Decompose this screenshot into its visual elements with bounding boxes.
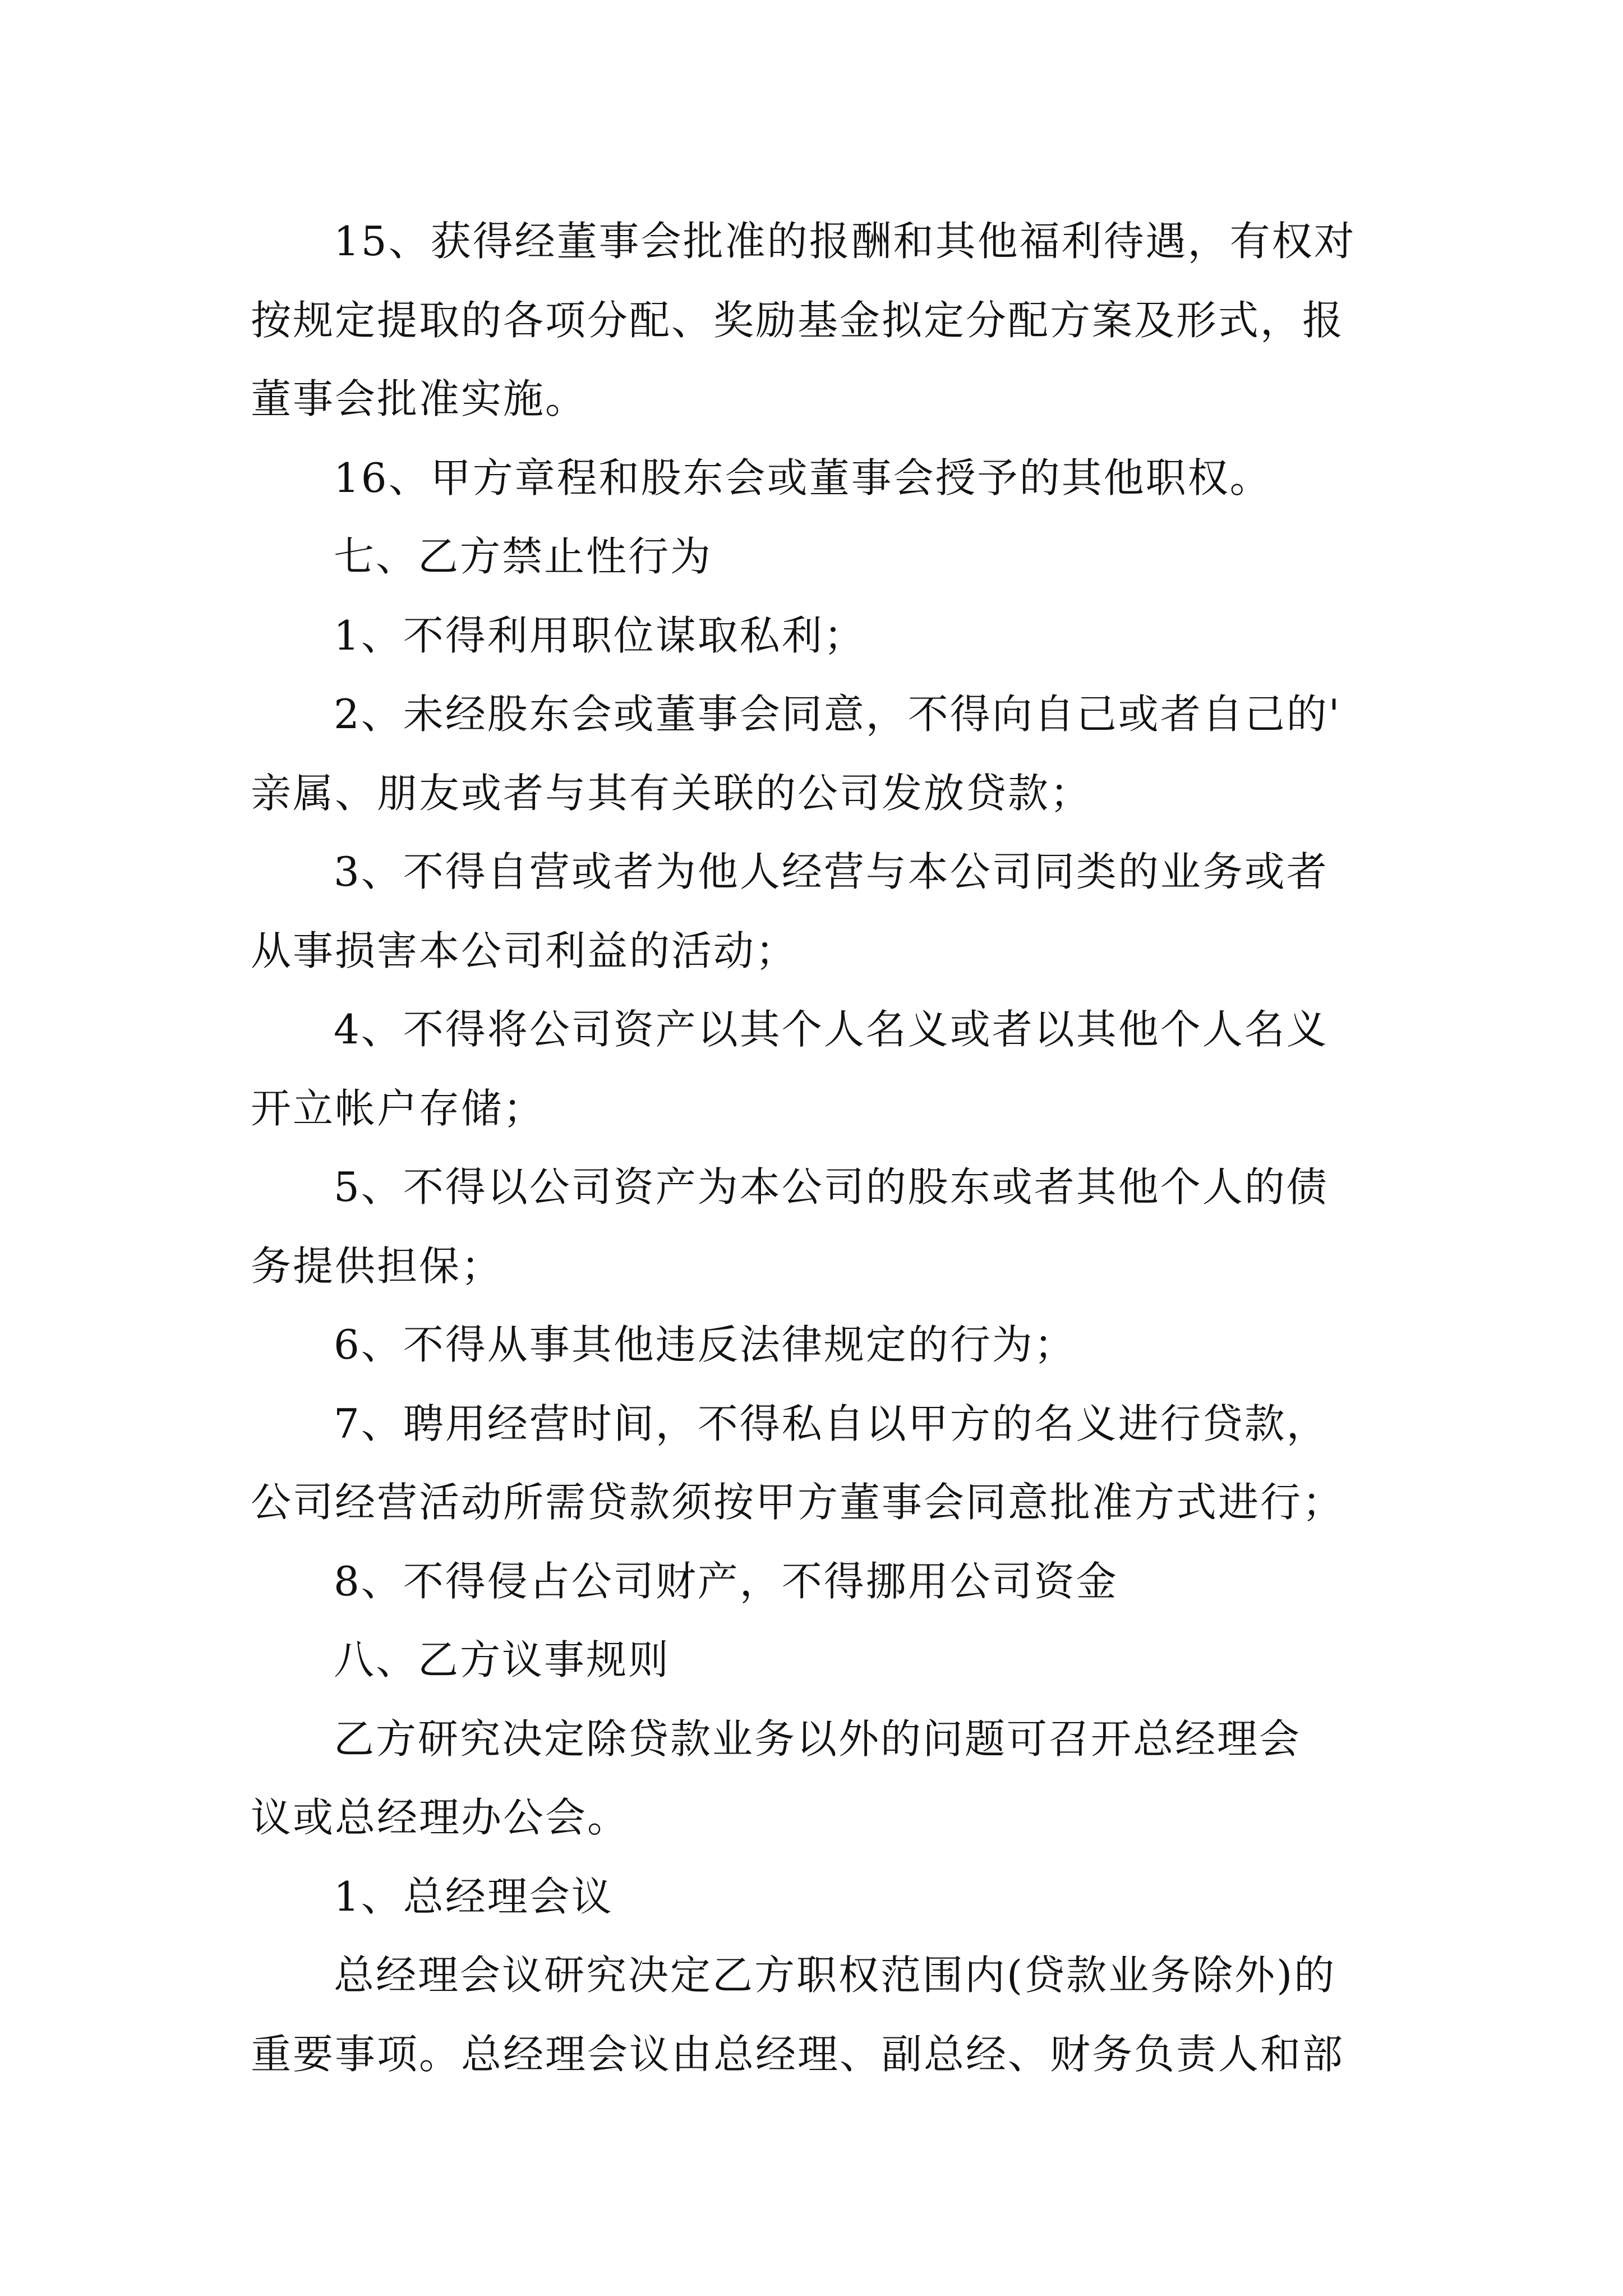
text-line: 7、聘用经营时间，不得私自以甲方的名义进行贷款，	[334, 1400, 1329, 1447]
text-line: 1、不得利用职位谋取私利；	[334, 611, 866, 659]
prohibition-item-1	[251, 596, 1395, 675]
text-line: 5、不得以公司资产为本公司的股东或者其他个人的债	[334, 1163, 1329, 1211]
text-line: 亲属、朋友或者与其有关联的公司发放贷款；	[251, 769, 1092, 817]
text-line: 1、总经理会议	[334, 1872, 614, 1920]
text-line: 公司经营活动所需贷款须按甲方董事会同意批准方式进行；	[251, 1479, 1345, 1526]
prohibition-item-6	[251, 1305, 1395, 1384]
text-line: 重要事项。总经理会议由总经理、副总经、财务负责人和部	[251, 2030, 1345, 2078]
text-line: 董事会批准实施。	[251, 375, 588, 422]
section-heading-7	[251, 517, 1395, 596]
text-line: 从事损害本公司利益的活动；	[251, 927, 798, 974]
paragraph-item-15	[251, 202, 1395, 439]
prohibition-item-7	[251, 1384, 1395, 1542]
prohibition-item-4	[251, 990, 1395, 1148]
text-line: 开立帐户存储；	[251, 1084, 546, 1132]
prohibition-item-2	[251, 675, 1395, 832]
paragraph-item-16	[251, 439, 1395, 518]
text-line: 8、不得侵占公司财产，不得挪用公司资金	[334, 1557, 1118, 1605]
text-line: 16、甲方章程和股东会或董事会授予的其他职权。	[334, 454, 1272, 501]
prohibition-item-5	[251, 1148, 1395, 1305]
rules-item-1-body	[251, 1936, 1395, 2093]
text-line: 乙方研究决定除贷款业务以外的问题可召开总经理会	[334, 1715, 1302, 1763]
document-body	[251, 202, 1395, 2093]
text-line: 总经理会议研究决定乙方职权范围内(贷款业务除外)的	[334, 1952, 1336, 1999]
text-line: 按规定提取的各项分配、奖励基金拟定分配方案及形式，报	[251, 296, 1345, 344]
text-line: 务提供担保；	[251, 1242, 504, 1290]
prohibition-item-3	[251, 832, 1395, 990]
text-line: 2、未经股东会或董事会同意，不得向自己或者自己的'	[334, 691, 1341, 738]
prohibition-item-8	[251, 1542, 1395, 1621]
text-line: 4、不得将公司资产以其个人名义或者以其他个人名义	[334, 1006, 1329, 1053]
text-line: 15、获得经董事会批准的报酬和其他福利待遇，有权对	[334, 218, 1356, 265]
text-line: 6、不得从事其他违反法律规定的行为；	[334, 1321, 1076, 1368]
text-line: 3、不得自营或者为他人经营与本公司同类的业务或者	[334, 848, 1329, 895]
text-line: 议或总经理办公会。	[251, 1794, 630, 1841]
text-line: 八、乙方议事规则	[334, 1636, 671, 1683]
section-heading-8	[251, 1621, 1395, 1700]
rules-intro	[251, 1700, 1395, 1857]
text-line: 七、乙方禁止性行为	[334, 533, 713, 580]
rules-item-1-heading	[251, 1857, 1395, 1936]
